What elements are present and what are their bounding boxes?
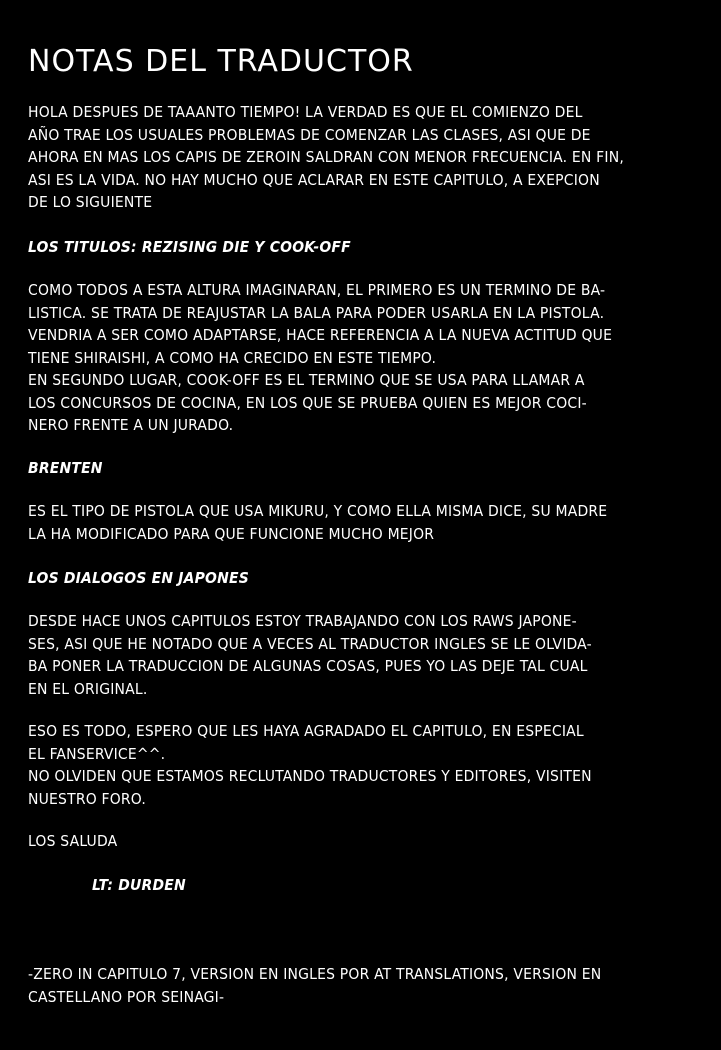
section-heading-titulos: LOS TITULOS: REZISING DIE Y COOK-OFF	[28, 238, 351, 256]
section-heading-dialogos: LOS DIALOGOS EN JAPONES	[28, 569, 249, 587]
section-body-brenten: ES EL TIPO DE PISTOLA QUE USA MIKURU, Y COMO ELLA MISMA DICE, SU MADRE LA HA MODIFICADO PARA QUE FUNCIONE MUCHO MEJOR	[28, 502, 608, 543]
section-heading-brenten: BRENTEN	[28, 459, 103, 477]
signature: LT: DURDEN	[92, 876, 186, 894]
section-body-titulos: COMO TODOS A ESTA ALTURA IMAGINARAN, EL PRIMERO ES UN TERMINO DE BA- LISTICA. SE TRATA DE REAJUSTAR LA BALA PARA PODER USARLA EN LA PISTOLA. VENDRIA A SER COMO ADAPTARSE, HACE REFERENCIA A LA NUEVA ACTITUD QUE TIENE SHIRAISHI, A COMO HA CRECIDO EN ESTE TIEMPO. EN SEGUNDO LUGAR, COOK-OFF ES EL TERMINO QUE SE USA PARA LLAMAR A LOS CONCURSOS DE COCINA, EN LOS QUE SE PRUEBA QUIEN ES MEJOR COCI- NERO FRENTE A UN JURADO.	[28, 281, 613, 434]
section-body-dialogos: DESDE HACE UNOS CAPITULOS ESTOY TRABAJANDO CON LOS RAWS JAPONE- SES, ASI QUE HE NOTADO QUE A VECES AL TRADUCTOR INGLES SE LE OLVIDA- BA PONER LA TRADUCCION DE ALGUNAS COSAS, PUES YO LAS DEJE TAL CUAL EN EL ORIGINAL.	[28, 612, 592, 698]
intro-paragraph: HOLA DESPUES DE TAAANTO TIEMPO! LA VERDAD ES QUE EL COMIENZO DEL AÑO TRAE LOS USUALES PROBLEMAS DE COMENZAR LAS CLASES, ASI QUE DE AHORA EN MAS LOS CAPIS DE ZEROIN SALDRAN CON MENOR FRECUENCIA. EN FIN, ASI ES LA VIDA. NO HAY MUCHO QUE ACLARAR EN ESTE CAPITULO, A EXEPCION DE LO SIGUIENTE	[28, 103, 624, 211]
credits-text: -ZERO IN CAPITULO 7, VERSION EN INGLES POR AT TRANSLATIONS, VERSION EN CASTELLANO POR SEINAGI-	[28, 965, 602, 1006]
greeting-text: LOS SALUDA	[28, 832, 118, 850]
closing-paragraph: ESO ES TODO, ESPERO QUE LES HAYA AGRADADO EL CAPITULO, EN ESPECIAL EL FANSERVICE^^. NO OLVIDEN QUE ESTAMOS RECLUTANDO TRADUCTORES Y EDITORES, VISITEN NUESTRO FORO.	[28, 722, 592, 808]
page-title: NOTAS DEL TRADUCTOR	[28, 44, 414, 79]
